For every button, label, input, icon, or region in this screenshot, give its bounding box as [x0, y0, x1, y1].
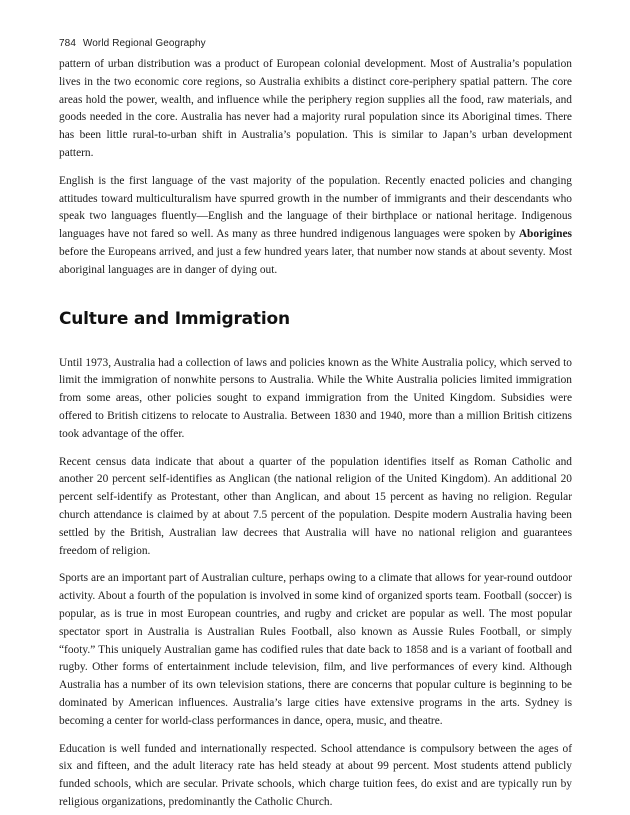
paragraph-sports: Sports are an important part of Australian culture, perhaps owing to a climate that allows for year-round outdoor activity. About a fourth of the population is involved in some kind of organized sports team. Football (soccer) is popular, as is true in most European countries, and rugby and cricket are popular as well. The most popular spectator sport in Australia is Australian Rules Football, also known as Aussie Rules Football, or simply “footy.” This uniquely Australian game has codified rules that date back to 1858 and is a variant of football and rugby. Other forms of entertainment include television, film, and live performances of every kind. Although Australia has a number of its own television stations, there are concerns that popular culture is beginning to be dominated by American influences. Australia’s large cities have extensive programs in the arts. Sydney is becoming a center for world-class performances in dance, opera, music, and theatre. — [59, 572, 572, 727]
running-header — [59, 38, 206, 49]
paragraph-languages-text-before: English is the first language of the vast majority of the population. Recently enacted policies and changing attitudes toward multiculturalism have spurred growth in the number of immigrants and their descendants who speak two languages fluently—English and the language of their birthplace or national heritage. Indigenous languages have not fared so well. As many as three hundred indigenous languages were spoken by — [59, 174, 572, 241]
paragraph-languages-text-after: before the Europeans arrived, and just a few hundred years later, that number now stands at about seventy. Most aboriginal languages are in danger of dying out. — [59, 245, 572, 276]
page-number: 784 — [59, 38, 76, 49]
paragraph-languages — [59, 173, 572, 280]
paragraph-education: Education is well funded and internationally respected. School attendance is compulsory between the ages of six and fifteen, and the adult literacy rate has held steady at about 99 percent. Most students attend publicly funded schools, which are secular. Private schools, which charge tuition fees, do exist and are typically run by religious organizations, predominantly the Catholic Church. — [59, 742, 572, 808]
page-content — [59, 56, 572, 812]
book-title: World Regional Geography — [82, 38, 206, 49]
key-term-aborigines: Aborigines — [518, 228, 572, 241]
paragraph-religion: Recent census data indicate that about a quarter of the population identifies itself as Roman Catholic and another 20 percent self-identifies as Anglican (the national religion of the United Kingdom). An additional 20 percent self-identify as Protestant, other than Anglican, and about 15 percent as having no religion. Regular church attendance is claimed by at about 7.5 percent of the population. Despite modern Australia having been settled by the British, Australian law decrees that Australia will have no national religion and guarantees freedom of religion. — [59, 455, 572, 557]
section-heading: Culture and Immigration — [59, 308, 290, 329]
paragraph-white-australia-policy: Until 1973, Australia had a collection of laws and policies known as the White Australia policy, which served to limit the immigration of nonwhite persons to Australia. While the White Australia policies limited immigration from some areas, other policies sought to expand immigration from the United Kingdom. Subsidies were offered to British citizens to relocate to Australia. Between 1830 and 1940, more than a million British citizens took advantage of the offer. — [59, 356, 572, 440]
paragraph-urban-distribution: pattern of urban distribution was a product of European colonial development. Most of Australia’s population lives in the two economic core regions, so Australia exhibits a distinct core-periphery spatial pattern. The core areas hold the power, wealth, and influence while the periphery region supplies all the food, raw materials, and goods needed in the core. Australia has never had a majority rural population since its Aboriginal times. There has been little rural-to-urban shift in Australia’s population. This is similar to Japan’s urban development pattern. — [59, 58, 572, 159]
